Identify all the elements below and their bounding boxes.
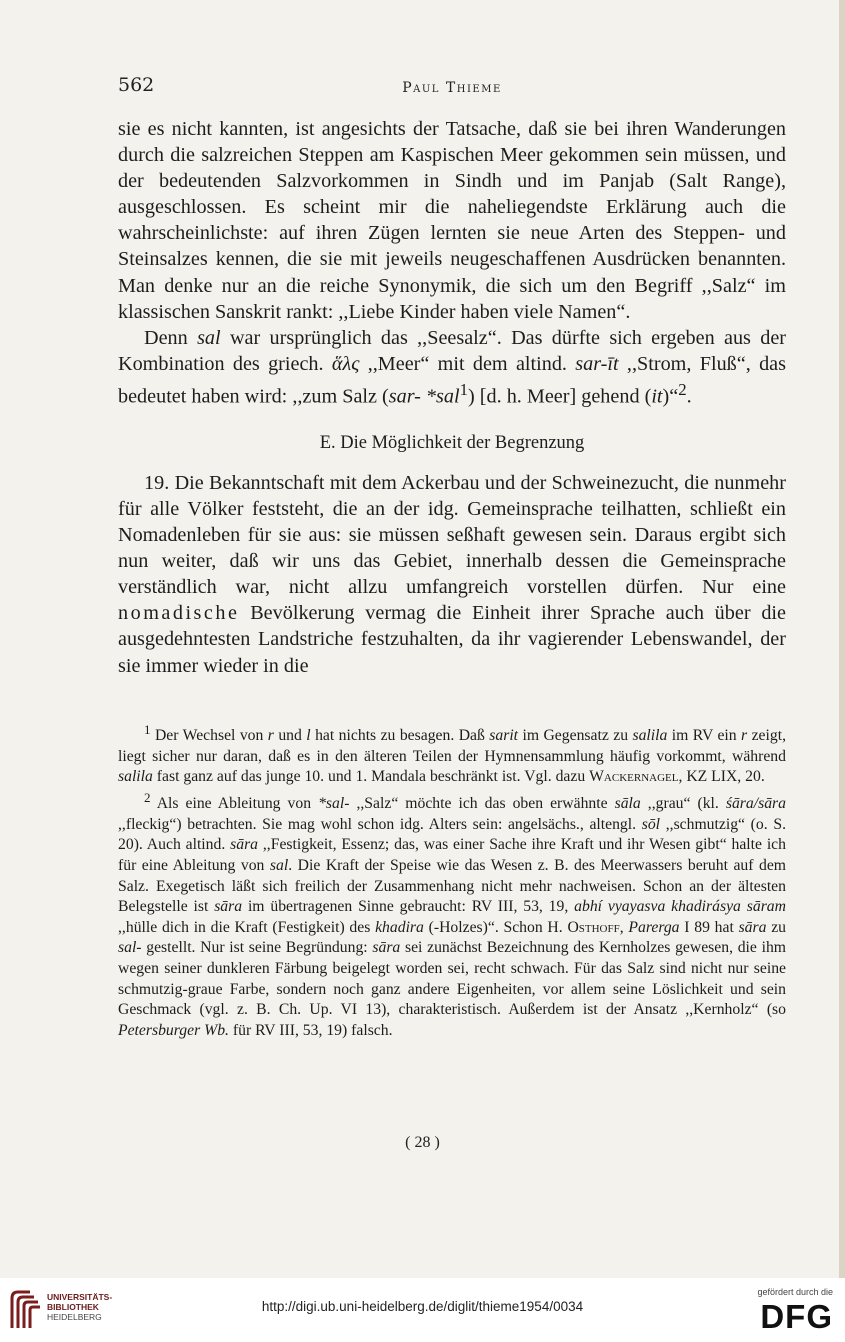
page-header <box>118 74 786 104</box>
viewer-footer <box>0 1278 845 1342</box>
funding-note: gefördert durch die <box>757 1287 833 1297</box>
body-text <box>118 116 786 679</box>
footnote-separator <box>118 713 786 714</box>
library-name[interactable]: UNIVERSITÄTS- BIBLIOTHEK HEIDELBERG <box>47 1292 113 1322</box>
paragraph-1: sie es nicht kannten, ist angesichts der Tatsache, daß sie bei ihren Wanderungen durch die salzreichen Steppen am Kaspischen Meer gekommen sein müssen, und der bedeutenden Salzvorkommen in Sindh und im Panjab (Salt Range), ausgeschlossen. Es scheint mir die naheliegendste Erklärung auch die wahrscheinlichste: auf ihren Zügen lernten sie neue Arten des Steppen- und Steinsalzes kennen, die sie mit jeweils neugeschaffenen Ausdrücken benannten. Man denke nur an die reiche Synonymik, die sich um den Begriff ,,Salz“ im klassischen Sanskrit rankt: ,,Liebe Kinder haben viele Namen“. <box>118 118 786 323</box>
page-number: 562 <box>118 74 155 96</box>
footnote-ref-1[interactable]: 1 <box>459 379 469 399</box>
footnote-2: $^2$ Als eine Ableitung von *sal- ,,Salz“ möchte ich das oben erwähnte sāla ,,grau“ (kl. śāra/sāra ,,fleckig“) betrachten. Sie mag wohl schon idg. Alters sein: angelsächs., altengl. sōl ,,schmutzig“ (o. S. 20). Auch altind. sāra ,,Festigkeit, Essenz; das, was einer Sache ihre Kraft und ihr Wesen gibt“ halte ich für eine Ableitung von sal. Die Kraft der Speise wie das Wesen z. B. des Meerwassers beruht auf dem Salz. Exegetisch läßt sich freilich der Zusammenhang nicht mehr nachweisen. Schon an der ältesten Belegstelle ist sāra im übertragenen Sinne gebraucht: RV III, 53, 19, abhí vyayasva khadirásya sāram ,,hülle dich in die Kraft (Festigkeit) des khadira (-Holzes)“. Schon H. Osthoff, Parerga I 89 hat sāra zu sal- gestellt. Nur ist seine Begründung: sāra sei zunächst Bezeichnung des Kernholzes gewesen, die ihm wegen seiner dunkleren Färbung beigelegt worden sei, recht schwach. Für das Salz sind nicht nur seine schmutzig-graue Farbe, sondern noch ganz andere Eigenheiten, vor allem seine Löslichkeit und sein Geschmack (vgl. z. B. Ch. Up. VI 13), charakteristisch. Außerdem ist der Ansatz ,,Kernholz“ (so Petersburger Wb. für RV III, 53, 19) falsch. <box>118 790 787 1039</box>
footnote-1: $^1$ Der Wechsel von r und l hat nichts zu besagen. Daß sarit im Gegensatz zu salila im RV ein r zeigt, liegt sicher nur daran, daß es in den älteren Teilen der Hymnensammlung häufig vorkommt, während salila fast ganz auf das junge 10. und 1. Mandala beschränkt ist. Vgl. dazu Wackernagel, KZ LIX, 20. <box>118 722 786 786</box>
paragraph-2: Denn sal war ursprünglich das ,,Seesalz“. Das dürfte sich ergeben aus der Kombination des griech. ἅλς ,,Meer“ mit dem altind. sar-īt ,,Strom, Fluß“, das bedeutet haben wird: ,,zum Salz (sar- *sal$^1$) [d. h. Meer] gehend (it)“$^2$. <box>118 326 787 408</box>
folio-number: ( 28 ) <box>405 1134 440 1151</box>
section-heading: E. Die Möglichkeit der Begrenzung <box>319 432 585 453</box>
spaced-emphasis: nomadische <box>118 602 240 625</box>
footnotes <box>118 720 786 1041</box>
page-url-link[interactable]: http://digi.ub.uni-heidelberg.de/diglit/thieme1954/0034 <box>261 1299 584 1314</box>
paragraph-3: 19. Die Bekanntschaft mit dem Ackerbau und der Schweinezucht, die nunmehr für alle Völker feststeht, die an der idg. Gemeinsprache teilhatten, schließt ein Nomadenleben für sie aus: sie müssen seßhaft gewesen sein. Daraus ergibt sich nun weiter, daß wir uns das Gebiet, innerhalb dessen die Gemeinsprache verständlich war, nicht allzu umfangreich vorstellen dürfen. Nur eine nomadische Bevölkerung vermag die Einheit ihrer Sprache auch über die ausgedehntesten Landstriche festzuhalten, da ihr vagierender Lebenswandel, der sie immer wieder in die <box>118 471 786 677</box>
footnote-ref-2[interactable]: 2 <box>678 379 687 399</box>
dfg-logo[interactable]: DFG <box>760 1298 833 1335</box>
running-head: Paul Thieme <box>402 80 502 96</box>
